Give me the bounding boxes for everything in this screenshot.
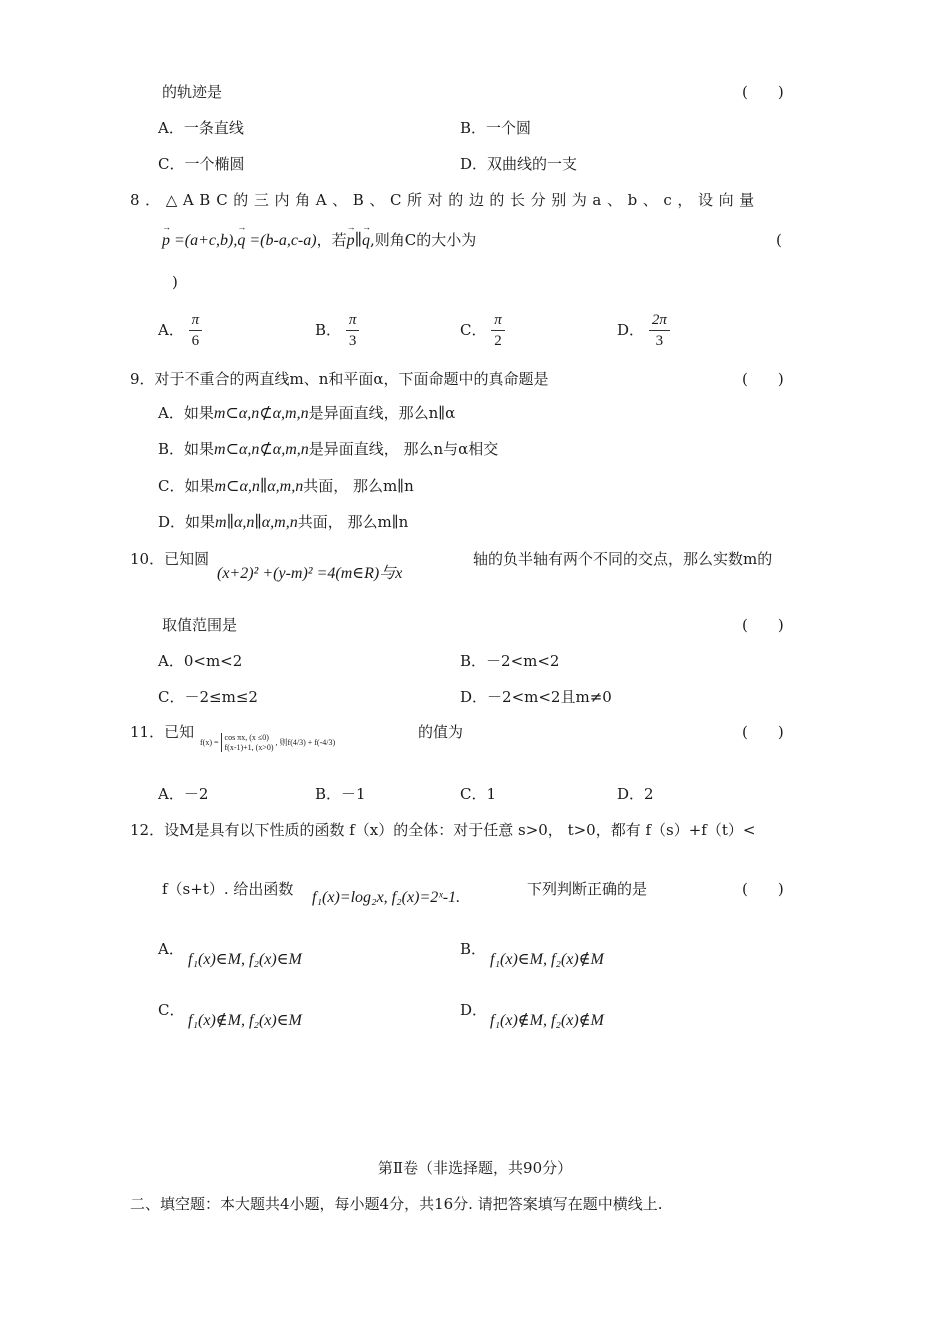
q8-stem: 8．△ABC的三内角A、B、C所对的边的长分别为a、b、c，设向量 [130, 191, 760, 209]
q10-option-c: C．－2≤m≤2 [158, 688, 258, 706]
q8-option-a: A． $\frac{\pi}{6}$ [158, 313, 202, 349]
q8-vector-condition: → p =(a+c,b),→ q =(b-a,c-a)，若→ p∥→ q,则角C的大小为 [162, 233, 476, 249]
part2-section-heading: 二、填空题：本大题共4小题，每小题4分，共16分. 请把答案填写在题中横线上. [130, 1195, 663, 1213]
q10-prefix: 10．已知圆 [130, 550, 210, 568]
q12-option-d: f₁(x)∉M, f₂(x)∉M [490, 1012, 604, 1029]
q8-option-b: B． $\frac{\pi}{3}$ [315, 313, 359, 349]
q12-functions: f₁(x)=log₂x, f₂(x)=2ˣ-1. [312, 889, 461, 906]
q11-answer-paren: ( ) [742, 723, 784, 741]
fraction-pi-2: $\frac{\pi}{2}$ [491, 313, 505, 349]
q12-option-d-label: D． [460, 1001, 488, 1019]
q12-option-a-label: A． [158, 940, 184, 958]
q12-line2-suffix: 下列判断正确的是 [527, 880, 648, 898]
q12-option-b: f₁(x)∈M, f₂(x)∉M [490, 951, 604, 968]
q12-option-c: f₁(x)∉M, f₂(x)∈M [188, 1012, 302, 1029]
q11-suffix: 的值为 [418, 723, 464, 741]
q11-option-a: A．－2 [158, 785, 209, 803]
q12-option-a: f₁(x)∈M, f₂(x)∈M [188, 951, 302, 968]
q7-option-c: C．一个椭圆 [158, 155, 245, 173]
q11-option-b: B．－1 [315, 785, 366, 803]
q10-option-b: B．－2<m<2 [460, 652, 560, 670]
q7-answer-paren: ( ) [742, 83, 784, 101]
q9-stem: 9．对于不重合的两直线m、n和平面α，下面命题中的真命题是 [130, 370, 549, 388]
q11-option-c: C．1 [460, 785, 497, 803]
q9-option-b: B．如果m⊂α,n⊄α,m,n是异面直线， 那么n与α相交 [158, 440, 499, 458]
q10-line2: 取值范围是 [162, 616, 238, 634]
q7-option-b: B．一个圆 [460, 119, 532, 137]
q10-option-a: A．0<m<2 [158, 652, 243, 670]
fraction-2pi-3: $\frac{2\pi}{3}$ [649, 313, 670, 349]
q7-option-a: A．一条直线 [158, 119, 244, 137]
q9-option-c: C．如果m⊂α,n∥α,m,n共面， 那么m∥n [158, 477, 414, 495]
q10-option-d: D．－2<m<2且m≠0 [460, 688, 612, 706]
q11-prefix: 11．已知 [130, 723, 195, 741]
fraction-pi-3: $\frac{\pi}{3}$ [346, 313, 360, 349]
q12-line2-prefix: f（s+t）. 给出函数 [162, 880, 294, 898]
q12-option-b-label: B． [460, 940, 487, 958]
q10-circle-equation: (x+2)² +(y-m)² =4(m∈R)与x [217, 565, 403, 582]
q8-option-c: C． $\frac{\pi}{2}$ [460, 313, 505, 349]
q12-option-c-label: C． [158, 1001, 185, 1019]
q8-paren-close: ) [172, 273, 178, 291]
q11-option-d: D．2 [617, 785, 654, 803]
q10-suffix: 轴的负半轴有两个不同的交点，那么实数m的 [473, 550, 773, 568]
q11-piecewise-function: f(x) = cos πx, (x ≤0) f(x-1)+1, (x>0) , 则f(4/3) + f(-4/3) [200, 733, 336, 752]
q7-option-d: D．双曲线的一支 [460, 155, 578, 173]
q9-option-a: A．如果m⊂α,n⊄α,m,n是异面直线，那么n∥α [158, 404, 456, 422]
q9-option-d: D．如果m∥α,n∥α,m,n共面， 那么m∥n [158, 513, 409, 531]
q7-stem-tail: 的轨迹是 [162, 83, 223, 101]
fraction-pi-6: $\frac{\pi}{6}$ [189, 313, 203, 349]
q8-option-d: D． $\frac{2\pi}{3}$ [617, 313, 670, 349]
q12-line1: 12．设M是具有以下性质的函数 f（x）的全体：对于任意 s>0， t>0，都有 f（s）+f（t）< [130, 821, 756, 839]
q12-answer-paren: ( ) [742, 880, 784, 898]
part2-title: 第Ⅱ卷（非选择题，共90分） [377, 1159, 573, 1177]
q8-paren-open: ( [776, 231, 782, 249]
q10-answer-paren: ( ) [742, 616, 784, 634]
q9-answer-paren: ( ) [742, 370, 784, 388]
